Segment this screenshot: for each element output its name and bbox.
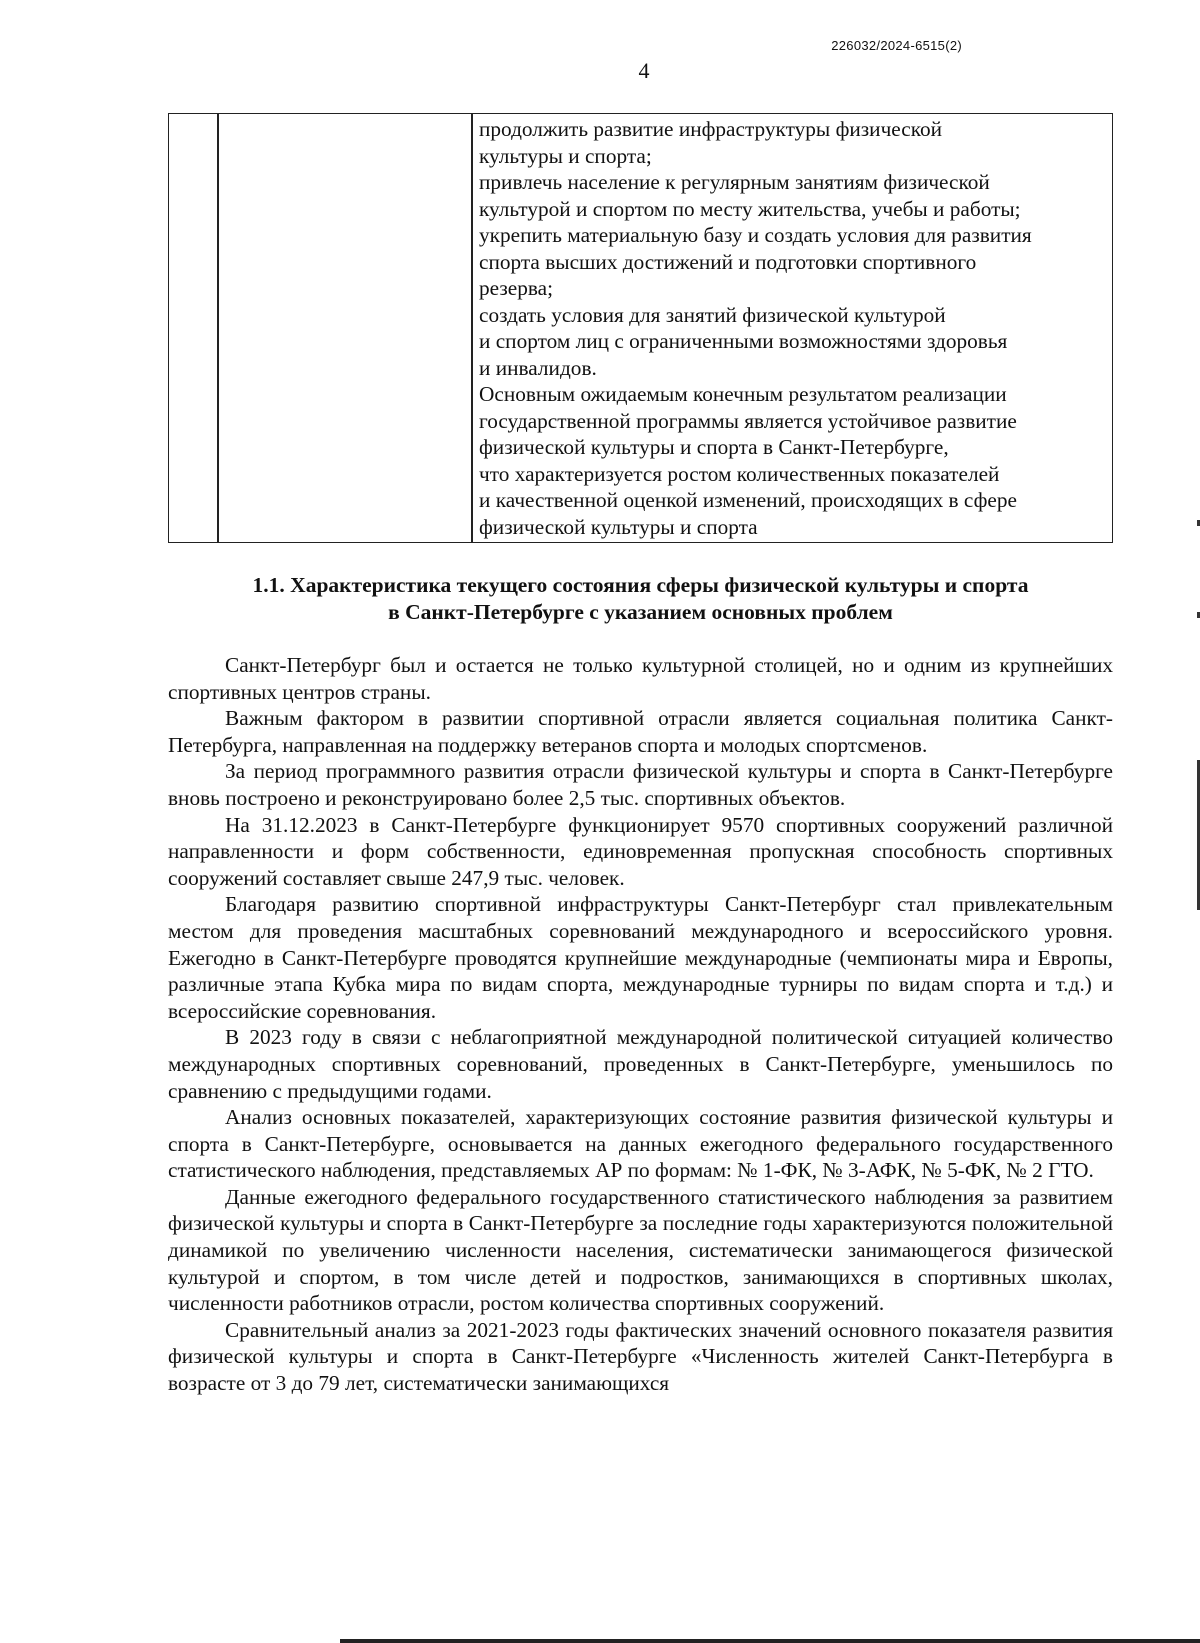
scan-bottom-edge bbox=[340, 1639, 1200, 1643]
paragraph: Санкт-Петербург был и остается не только культурной столицей, но и одним из крупнейших спортивных центров страны. bbox=[168, 653, 1113, 704]
paragraph: Данные ежегодного федерального государственного статистического наблюдения за развитием физической культуры и спорта в Санкт-Петербурге за последние годы характеризуются положительной динамикой по увеличению численности населения, систематически занимающегося физической культурой и спортом, в том числе детей и подростков, занимающихся в спортивных школах, численности работников отрасли, ростом количества спортивных сооружений. bbox=[168, 1184, 1113, 1316]
page-number: 4 bbox=[638, 58, 650, 83]
section-heading bbox=[168, 572, 1113, 626]
section-heading-line: 1.1. Характеристика текущего состояния сферы физической культуры и спорта bbox=[252, 573, 1029, 597]
table-column-divider bbox=[217, 114, 219, 542]
program-goals-table bbox=[168, 113, 1113, 543]
table-line: привлечь население к регулярным занятиям физической bbox=[479, 170, 990, 194]
table-line: резерва; bbox=[479, 276, 554, 300]
table-line: продолжить развитие инфраструктуры физической bbox=[479, 117, 943, 141]
table-line: культуры и спорта; bbox=[479, 143, 652, 168]
table-line: и спортом лиц с ограниченными возможностями здоровья bbox=[479, 329, 1008, 353]
paragraph: Анализ основных показателей, характеризующих состояние развития физической культуры и спорта в Санкт-Петербурге, основывается на данных ежегодного федерального государственного статистического наблюдения, представляемых АР по формам: № 1-ФК, № 3-АФК, № 5-ФК, № 2 ГТО. bbox=[168, 1105, 1113, 1183]
table-line: физической культуры и спорта bbox=[479, 514, 758, 539]
paragraph: Сравнительный анализ за 2021-2023 годы фактических значений основного показателя развития физической культуры и спорта в Санкт-Петербурге «Численность жителей Санкт-Петербурга в возрасте от 3 до 79 лет, систематически занимающихся bbox=[168, 1317, 1113, 1396]
table-line: культурой и спортом по месту жительства, учебы и работы; bbox=[479, 196, 1021, 221]
table-line: Основным ожидаемым конечным результатом реализации bbox=[479, 382, 1007, 406]
paragraph: Важным фактором в развитии спортивной отрасли является социальная политика Санкт-Петербурга, направленная на поддержку ветеранов спорта и молодых спортсменов. bbox=[168, 706, 1113, 757]
table-line: укрепить материальную базу и создать условия для развития bbox=[479, 223, 1032, 247]
paragraph: Благодаря развитию спортивной инфраструктуры Санкт-Петербург стал привлекательным местом для проведения масштабных соревнований международного и всероссийского уровня. Ежегодно в Санкт-Петербурге проводятся крупнейшие международные (чемпионаты мира и Европы, различные этапа Кубка мира по видам спорта, международные турниры по видам спорта и т.д.) и всероссийские соревнования. bbox=[168, 892, 1113, 1023]
section-body bbox=[168, 652, 1113, 1397]
table-cell-goals bbox=[479, 116, 1113, 540]
table-line: физической культуры и спорта в Санкт-Петербурге, bbox=[479, 435, 949, 459]
table-column-divider bbox=[471, 114, 473, 542]
document-id: 226032/2024-6515(2) bbox=[831, 38, 962, 53]
paragraph: На 31.12.2023 в Санкт-Петербурге функционирует 9570 спортивных сооружений различной направленности и форм собственности, единовременная пропускная способность спортивных сооружений составляет свыше 247,9 тыс. человек. bbox=[168, 812, 1113, 890]
table-line: и инвалидов. bbox=[479, 355, 597, 380]
table-line: что характеризуется ростом количественных показателей bbox=[479, 461, 1000, 486]
table-line: спорта высших достижений и подготовки спортивного bbox=[479, 249, 977, 274]
table-line: создать условия для занятий физической культурой bbox=[479, 302, 946, 327]
table-line: государственной программы является устойчивое развитие bbox=[479, 408, 1017, 433]
paragraph: В 2023 году в связи с неблагоприятной международной политической ситуацией количество международных спортивных соревнований, проведенных в Санкт-Петербурге, уменьшилось по сравнению с предыдущими годами. bbox=[168, 1025, 1113, 1103]
paragraph: За период программного развития отрасли физической культуры и спорта в Санкт-Петербурге вновь построено и реконструировано более 2,5 тыс. спортивных объектов. bbox=[168, 759, 1113, 810]
section-heading-line: в Санкт-Петербурге с указанием основных проблем bbox=[388, 600, 893, 624]
table-line: и качественной оценкой изменений, происходящих в сфере bbox=[479, 488, 1017, 512]
